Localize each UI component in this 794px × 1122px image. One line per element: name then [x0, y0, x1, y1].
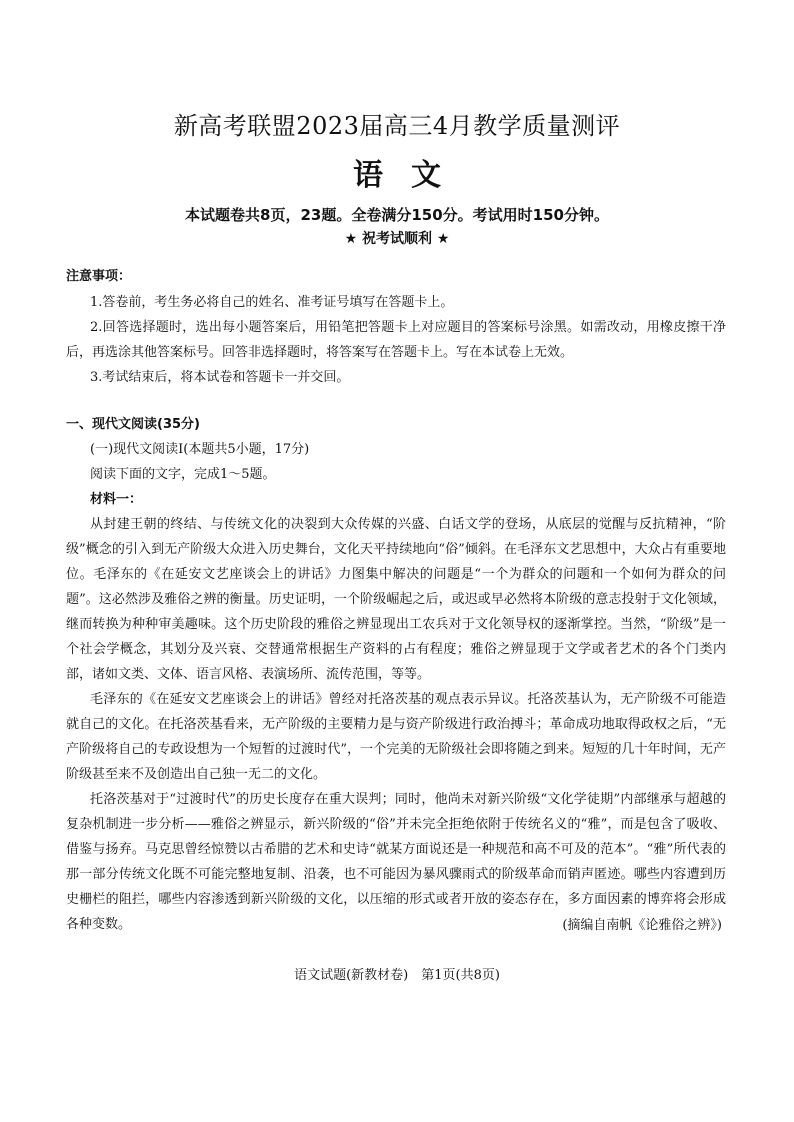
- subject-title: 语文: [353, 158, 469, 193]
- reading-section: [66, 412, 726, 937]
- material-paragraph-1: 从封建王朝的终结、与传统文化的决裂到大众传媒的兴盛、白话文学的登场，从底层的觉醒与反抗精神，“阶级”概念的引入到无产阶级大众进入历史舞台，文化天平持续地向“俗”倾斜。在毛泽东文艺思想中，大众占有重要地位。毛泽东的《在延安文艺座谈会上的讲话》力图集中解决的问题是“一个为群众的问题和一个如何为群众的问题”。这必然涉及雅俗之辨的衡量。历史证明，一个阶级崛起之后，或迟或早必然将本阶级的意志投射于文化领域，继而转换为种种审美趣味。这个历史阶段的雅俗之辨显现出工农兵对于文化领导权的逐渐掌控。当然，“阶级”是一个社会学概念，其划分及兴衰、交替通常根据生产资料的占有程度；雅俗之辨显现于文学或者艺术的各个门类内部，诸如文类、文体、语言风格、表演场所、流传范围，等等。: [66, 517, 726, 682]
- exam-info: 本试题卷共8页，23题。全卷满分150分。考试用时150分钟。: [185, 206, 609, 224]
- exam-title: 新高考联盟2023届高三4月教学质量测评: [173, 112, 621, 140]
- material-source: (摘编自南帆《论雅俗之辨》): [562, 918, 722, 933]
- section-instruction: 阅读下面的文字，完成1～5题。: [90, 467, 276, 482]
- note-item-1: 1.答卷前，考生务必将自己的姓名、准考证号填写在答题卡上。: [90, 295, 454, 310]
- note-item-3: 3.考试结束后，将本试卷和答题卡一并交回。: [90, 370, 350, 385]
- material-paragraph-3: 托洛茨基对于“过渡时代”的历史长度存在重大误判；同时，他尚未对新兴阶级“文化学徒期”内部继承与超越的复杂机制进一步分析——雅俗之辨显示，新兴阶级的“俗”并未完全拒绝依附于传统名义的“雅”，而是包含了吸收、借鉴与扬弃。马克思曾经惊赞以古希腊的艺术和史诗“就某方面说还是一种规范和高不可及的范本”。“雅”所代表的那一部分传统文化既不可能完整地复制、沿袭，也不可能因为暴风骤雨式的阶级革命而销声匿迹。哪些内容遭到历史栅栏的阻拦，哪些内容渗透到新兴阶级的文化，以压缩的形式或者开放的姿态存在，多方面因素的博弈将会形成各种变数。: [66, 792, 726, 932]
- material-paragraph-2: 毛泽东的《在延安文艺座谈会上的讲话》曾经对托洛茨基的观点表示异议。托洛茨基认为，无产阶级不可能造就自己的文化。在托洛茨基看来，无产阶级的主要精力是与资产阶级进行政治搏斗；革命成功地取得政权之后，“无产阶级将自己的专政设想为一个短暂的过渡时代”，一个完美的无阶级社会即将随之到来。短短的几十年时间，无产阶级甚至来不及创造出自己独一无二的文化。: [66, 692, 726, 782]
- subsection-title: (一)现代文阅读Ⅰ(本题共5小题，17分): [90, 442, 310, 457]
- notes-list: [66, 290, 726, 390]
- section-title: 一、现代文阅读(35分): [66, 417, 200, 432]
- page-footer: 语文试题(新教材卷) 第1页(共8页): [294, 968, 500, 983]
- note-item-2: 2.回答选择题时，选出每小题答案后，用铅笔把答题卡上对应题目的答案标号涂黑。如需改动，用橡皮擦干净后，再选涂其他答案标号。回答非选择题时，将答案写在答题卡上。写在本试卷上无效。: [66, 320, 726, 360]
- notes-heading: 注意事项：: [66, 269, 132, 284]
- good-luck-line: ★ 祝考试顺利 ★: [344, 231, 450, 247]
- material-label: 材料一：: [90, 492, 143, 507]
